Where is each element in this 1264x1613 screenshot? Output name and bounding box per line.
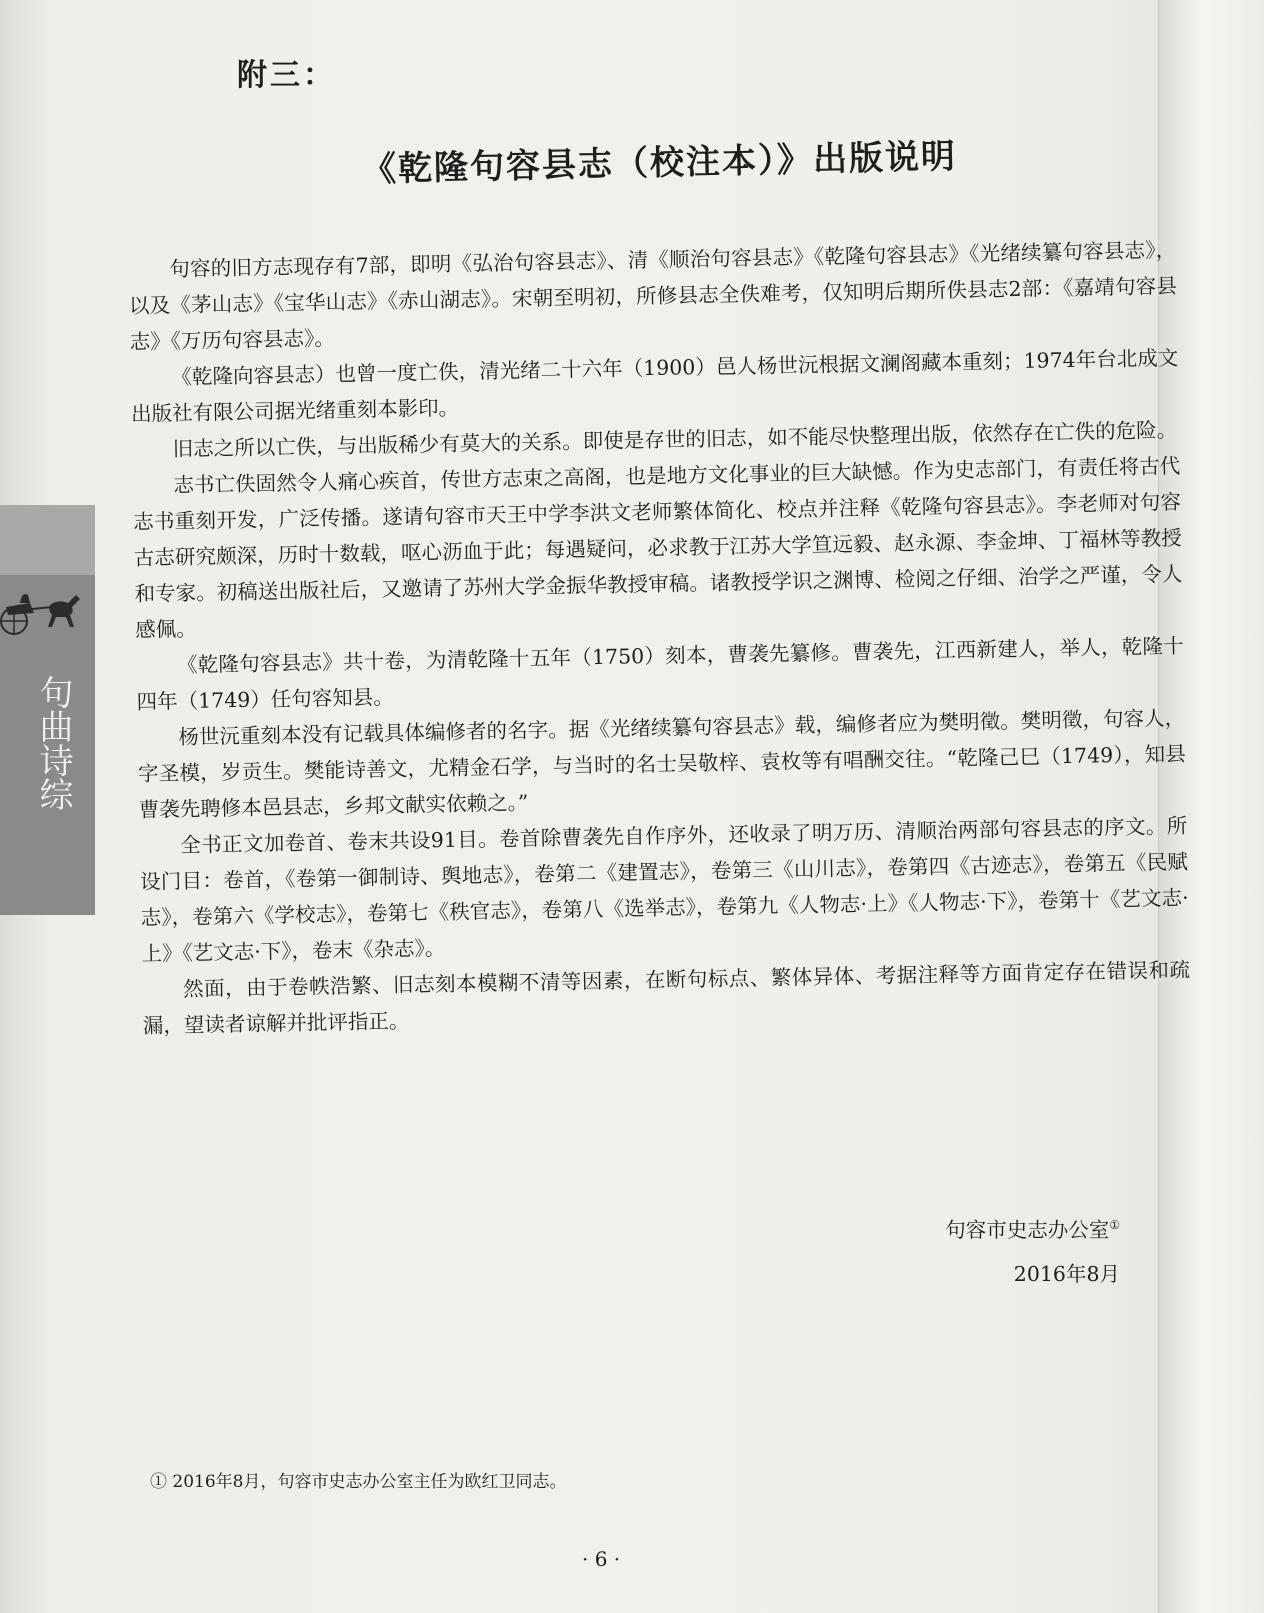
side-tab-label: 句曲诗综 (33, 675, 73, 811)
horse-cart-icon (0, 583, 90, 638)
paragraph: 句容的旧方志现存有7部，即明《弘治句容县志》、清《顺治句容县志》《乾隆句容县志》《光绪续纂句容县志》，以及《茅山志》《宝华山志》《赤山湖志》。宋朝至明初，所修县志全佚难考，仅知明后期所佚县志2部：《嘉靖句容县志》《万历句容县志》。 (128, 237, 1178, 354)
signature-date: 2016年8月 (1013, 1261, 1120, 1286)
signature-block (890, 1203, 1120, 1296)
footnote: ① 2016年8月，句容市史志办公室主任为欧红卫同志。 (150, 1472, 567, 1492)
paragraph: 杨世沅重刻本没有记载具体编修者的名字。据《光绪续纂句容县志》载，编修者应为樊明徵。樊明徵，句容人，字圣模，岁贡生。樊能诗善文，尤精金石学，与当时的名士吴敬梓、袁枚等有唱酬交往。“乾隆己巳（1749），知县曹袭先聘修本邑县志，乡邦文献实依赖之。” (137, 705, 1187, 822)
appendix-heading: 附三： (237, 58, 336, 93)
signature-org: 句容市史志办公室 (945, 1217, 1110, 1242)
body-text (128, 232, 1191, 1044)
footnote-mark: ① (1109, 1218, 1120, 1232)
paragraph: 全书正文加卷首、卷末共设91目。卷首除曹袭先自作序外，还收录了明万历、清顺治两部句容县志的序文。所设门目：卷首，《卷第一御制诗、舆地志》，卷第二《建置志》，卷第三《山川志》，卷第四《古迹志》，卷第五《民赋志》，卷第六《学校志》，卷第七《秩官志》，卷第八《选举志》，卷第九《人物志·上》《人物志·下》，卷第十《艺文志·上》《艺文志·下》，卷末《杂志》。 (139, 813, 1189, 966)
paragraph: 《乾隆句容县志》共十卷，为清乾隆十五年（1750）刻本，曹袭先纂修。曹袭先，江西新建人，举人，乾隆十四年（1749）任句容知县。 (136, 633, 1184, 714)
paragraph: 旧志之所以亡佚，与出版稀少有莫大的关系。即使是存世的旧志，如不能尽快整理出版，依然存在亡佚的危险。 (172, 417, 1178, 462)
signature-org-line (890, 1203, 1120, 1252)
side-tab (0, 505, 95, 915)
paragraph: 《乾隆向容县志）也曾一度亡佚，清光绪二十六年（1900）邑人杨世沅根据文澜阁藏本重刻；1974年台北成文出版社有限公司据光绪重刻本影印。 (130, 345, 1179, 426)
page-title: 《乾隆句容县志（校注本）》出版说明 (361, 136, 958, 190)
page-number: · 6 · (582, 1547, 621, 1571)
paragraph: 志书亡佚固然令人痛心疾首，传世方志束之高阁，也是地方文化事业的巨大缺憾。作为史志部门，有责任将古代志书重刻开发，广泛传播。遂请句容市天王中学李洪文老师繁体简化、校点并注释《乾隆句容县志》。李老师对句容古志研究颇深，历时十数载，呕心沥血于此；每遇疑问，必求教于江苏大学笪远毅、赵永源、李金坤、丁福林等教授和专家。初稿送出版社后，又邀请了苏州大学金振华教授审稿。诸教授学识之渊博、检阅之仔细、治学之严谨，令人感佩。 (132, 453, 1183, 642)
paragraph: 然面，由于卷帙浩繁、旧志刻本模糊不清等因素，在断句标点、繁体异体、考据注释等方面肯定存在错误和疏漏，望读者谅解并批评指正。 (142, 957, 1191, 1038)
side-tab-band (0, 505, 95, 575)
